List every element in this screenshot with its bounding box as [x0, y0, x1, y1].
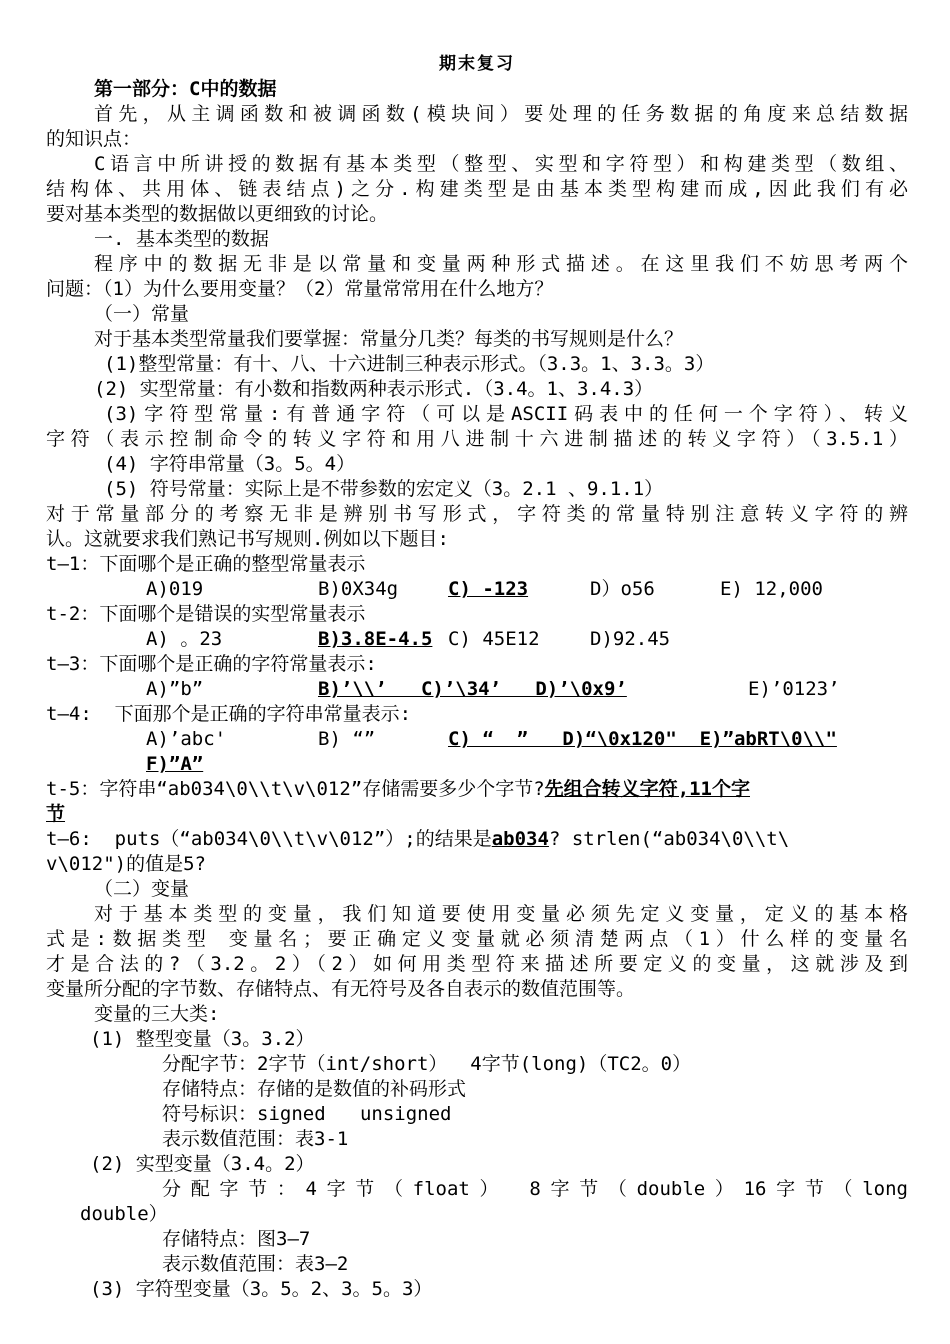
- constants-line-7: (5) 符号常量：实际上是不带参数的宏定义（3。2.1 、9.1.1）: [104, 478, 664, 500]
- section1-para-line-1: 程序中的数据无非是以常量和变量两种形式描述。在这里我们不妨思考两个: [94, 253, 908, 275]
- intro-line-1: 首先，从主调函数和被调函数(模块间）要处理的任务数据的角度来总结数据: [94, 103, 908, 125]
- variables-para-line-2: 式是:数据类型 变量名；要正确定义变量就必须清楚两点（1）什么样的变量名: [46, 928, 908, 950]
- int-variable-alloc: 分配字节：2字节（int/short） 4字节(long)（TC2。0）: [162, 1053, 692, 1075]
- t3-option-e: E)’0123’: [748, 678, 840, 700]
- question-t3: t—3：下面哪个是正确的字符常量表示:: [46, 653, 377, 675]
- constants-line-3: (2) 实型常量：有小数和指数两种表示形式.（3.4。1、3.4.3）: [94, 378, 654, 400]
- question-t5: [46, 777, 908, 802]
- question-t6: [46, 827, 908, 852]
- constants-line-6: (4) 字符串常量（3。5。4）: [104, 453, 356, 475]
- t4-option-b: B) “”: [318, 728, 376, 750]
- variables-para-line-1: 对于基本类型的变量，我们知道要使用变量必须先定义变量，定义的基本格: [94, 903, 908, 925]
- question-t4: t—4: 下面那个是正确的字符串常量表示:: [46, 703, 412, 725]
- t6-question-pre: t—6: puts（“ab034\0\\t\v\012”）;的结果是: [46, 828, 492, 850]
- constants-line-1: 对于基本类型常量我们要掌握：常量分几类？每类的书写规则是什么？: [94, 328, 684, 350]
- t1-option-b: B)0X34g: [318, 578, 399, 600]
- int-variable-storage: 存储特点：存储的是数值的补码形式: [162, 1078, 467, 1100]
- t6-answer: ab034: [491, 828, 549, 850]
- t6-question-post: ? strlen(“ab034\0\\t\: [548, 828, 790, 850]
- intro-line-2: 的知识点：: [46, 128, 142, 150]
- constants-line-8: 对于常量部分的考察无非是辨别书写形式，字符类的常量特别注意转义字符的辨: [46, 503, 908, 525]
- variable-types-heading: 变量的三大类:: [94, 1003, 220, 1025]
- constants-line-4: (3)字符型常量:有普通字符（可以是ASCII码表中的任何一个字符）、转义: [104, 403, 908, 425]
- t1-option-d: D）o56: [590, 578, 655, 600]
- part1-heading: 第一部分：C中的数据: [94, 78, 277, 100]
- t3-option-a: A)”b”: [146, 678, 204, 700]
- int-variable-range: 表示数值范围：表3-1: [162, 1128, 349, 1150]
- variables-heading: （二）变量: [94, 878, 190, 900]
- float-variable-storage: 存储特点：图3—7: [162, 1228, 311, 1250]
- t1-option-e: E) 12,000: [720, 578, 823, 600]
- section1-heading: 一. 基本类型的数据: [94, 228, 269, 250]
- intro-line-5: 要对基本类型的数据做以更细致的讨论。: [46, 203, 389, 225]
- t3-options-bcd-answer: B)’\\’ C)’\34’ D)’\0x9’: [318, 678, 627, 700]
- intro-line-4: 结构体、共用体、链表结点)之分.构建类型是由基本类型构建而成,因此我们有必: [46, 178, 908, 200]
- constants-line-9: 认。这就要求我们熟记书写规则.例如以下题目:: [46, 528, 449, 550]
- char-variable-heading: (3) 字符型变量（3。5。2、3。5。3）: [90, 1278, 433, 1300]
- float-variable-heading: (2) 实型变量（3.4。2）: [90, 1153, 315, 1175]
- t4-option-f-answer: F)”A”: [146, 753, 204, 775]
- t4-option-a: A)’abc': [146, 728, 227, 750]
- t2-option-d: D)92.45: [590, 628, 671, 650]
- intro-line-3: C语言中所讲授的数据有基本类型（整型、实型和字符型）和构建类型（数组、: [94, 153, 908, 175]
- constants-heading: （一）常量: [94, 303, 190, 325]
- int-variable-sign: 符号标识：signed unsigned: [162, 1103, 452, 1125]
- t5-answer-cont: 节: [46, 803, 66, 825]
- t2-option-c: C) 45E12: [448, 628, 540, 650]
- t1-option-a: A)019: [146, 578, 204, 600]
- float-variable-range: 表示数值范围：表3—2: [162, 1253, 349, 1275]
- t2-option-a: A) 。23: [146, 628, 223, 650]
- section1-para-line-2: 问题：（1）为什么要用变量？（2）常量常常用在什么地方？: [46, 278, 554, 300]
- int-variable-heading: (1) 整型变量（3。3.2）: [90, 1028, 315, 1050]
- question-t1: t—1：下面哪个是正确的整型常量表示: [46, 553, 366, 575]
- t6-question-line-2: v\012")的值是5?: [46, 853, 206, 875]
- constants-line-5: 字符（表示控制命令的转义字符和用八进制十六进制描述的转义字符）（3.5.1）: [46, 428, 908, 450]
- variables-para-line-3: 才是合法的?（3.2。2）（2）如何用类型符来描述所要定义的变量，这就涉及到: [46, 953, 908, 975]
- t2-option-b-answer: B)3.8E-4.5: [318, 628, 433, 650]
- question-t2: t-2：下面哪个是错误的实型常量表示: [46, 603, 366, 625]
- page-title: 期末复习: [439, 54, 515, 74]
- variables-para-line-4: 变量所分配的字节数、存储特点、有无符号及各自表示的数值范围等。: [46, 978, 636, 1000]
- t5-question-text: t-5：字符串“ab034\0\\t\v\012”存储需要多少个字节?: [46, 778, 545, 800]
- t1-option-c-answer: C) -123: [448, 578, 529, 600]
- t5-answer: 先组合转义字符,11个字: [544, 778, 750, 800]
- float-variable-alloc: 分配字节：4字节（float） 8字节（double）16字节（long: [162, 1178, 908, 1200]
- float-variable-alloc-cont: double）: [80, 1203, 168, 1225]
- constants-line-2: (1)整型常量：有十、八、十六进制三种表示形式。（3.3。1、3.3。3）: [104, 353, 715, 375]
- t4-options-cde-answer: C) “ ” D)“\0x120" E)”abRT\0\\": [448, 728, 837, 750]
